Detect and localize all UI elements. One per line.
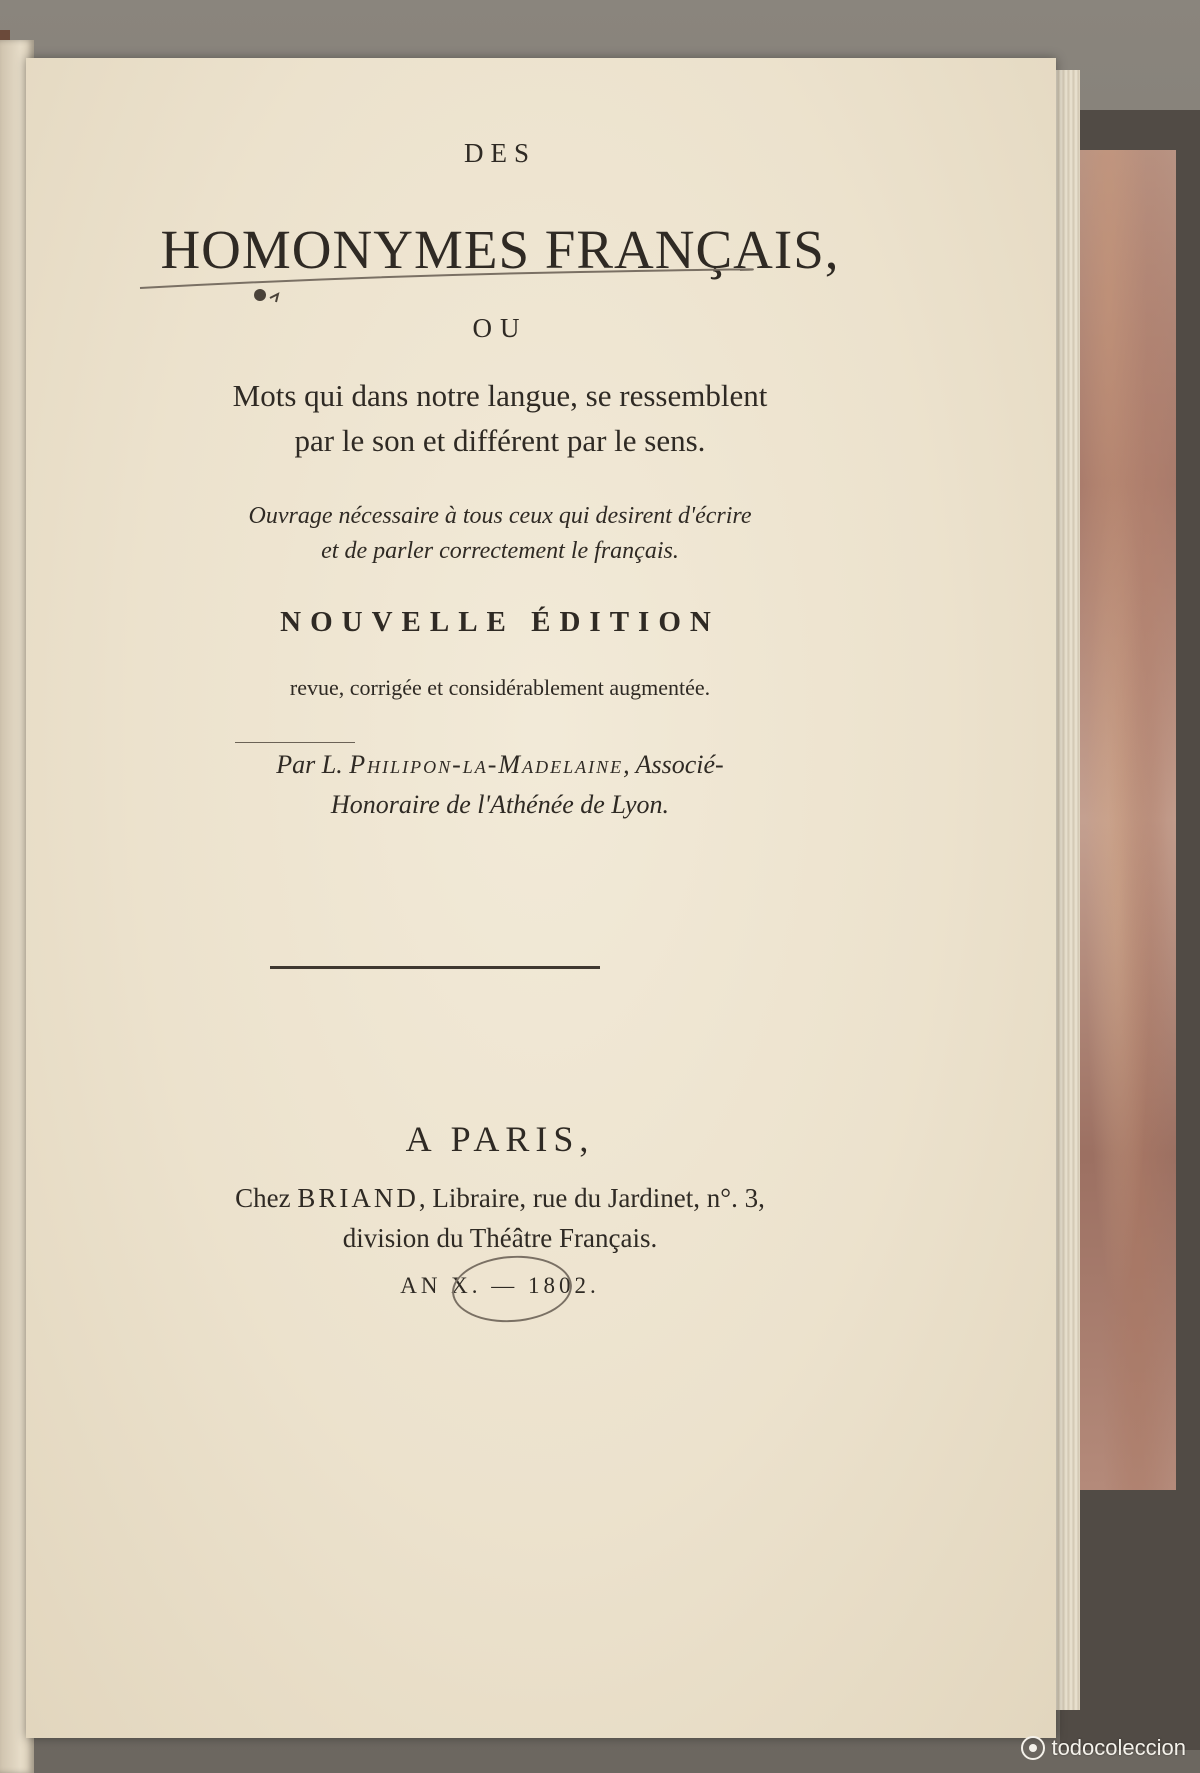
subtitle-line-1: Mots qui dans notre langue, se ressemblent	[232, 378, 768, 413]
watermark-logo-icon	[1021, 1736, 1045, 1760]
publisher-name: BRIAND	[297, 1183, 419, 1213]
city-line: A PARIS,	[405, 1119, 595, 1159]
publisher-suffix: , Libraire, rue du Jardinet, n°. 3,	[418, 1183, 765, 1213]
divider-rule	[270, 966, 600, 969]
ou-connector: OU	[472, 313, 528, 343]
marbled-cover	[1080, 150, 1176, 1490]
book-title: HOMONYMES FRANÇAIS,	[160, 219, 840, 280]
publisher-line-1	[60, 1183, 940, 1214]
revue-line: revue, corrigée et considérablement augmentée.	[289, 675, 711, 700]
watermark-text: todocoleccion	[1051, 1735, 1186, 1760]
author-line-2: Honoraire de l'Athénée de Lyon.	[330, 790, 670, 819]
author-prefix: Par L.	[276, 750, 350, 779]
short-rule	[235, 742, 355, 743]
publisher-line-2: division du Théâtre Français.	[342, 1223, 658, 1253]
author-name: Philipon-la-Madelaine	[349, 750, 624, 779]
watermark	[1021, 1735, 1186, 1761]
ouvrage-line-2: et de parler correctement le français.	[321, 538, 679, 564]
subtitle-line-2: par le son et différent par le sens.	[294, 423, 706, 458]
date-line: AN X. — 1802.	[400, 1273, 600, 1298]
author-line-1	[60, 750, 940, 780]
ouvrage-line-1: Ouvrage nécessaire à tous ceux qui desirent d'écrire	[248, 503, 752, 529]
publisher-prefix: Chez	[235, 1183, 298, 1213]
title-page-text	[60, 58, 1056, 1738]
title-page	[26, 58, 1056, 1738]
des-heading: DES	[463, 138, 536, 168]
author-suffix: , Associé-	[623, 750, 724, 779]
edition-heading: NOUVELLE ÉDITION	[280, 606, 720, 638]
pencil-circle-mark	[450, 1252, 574, 1326]
